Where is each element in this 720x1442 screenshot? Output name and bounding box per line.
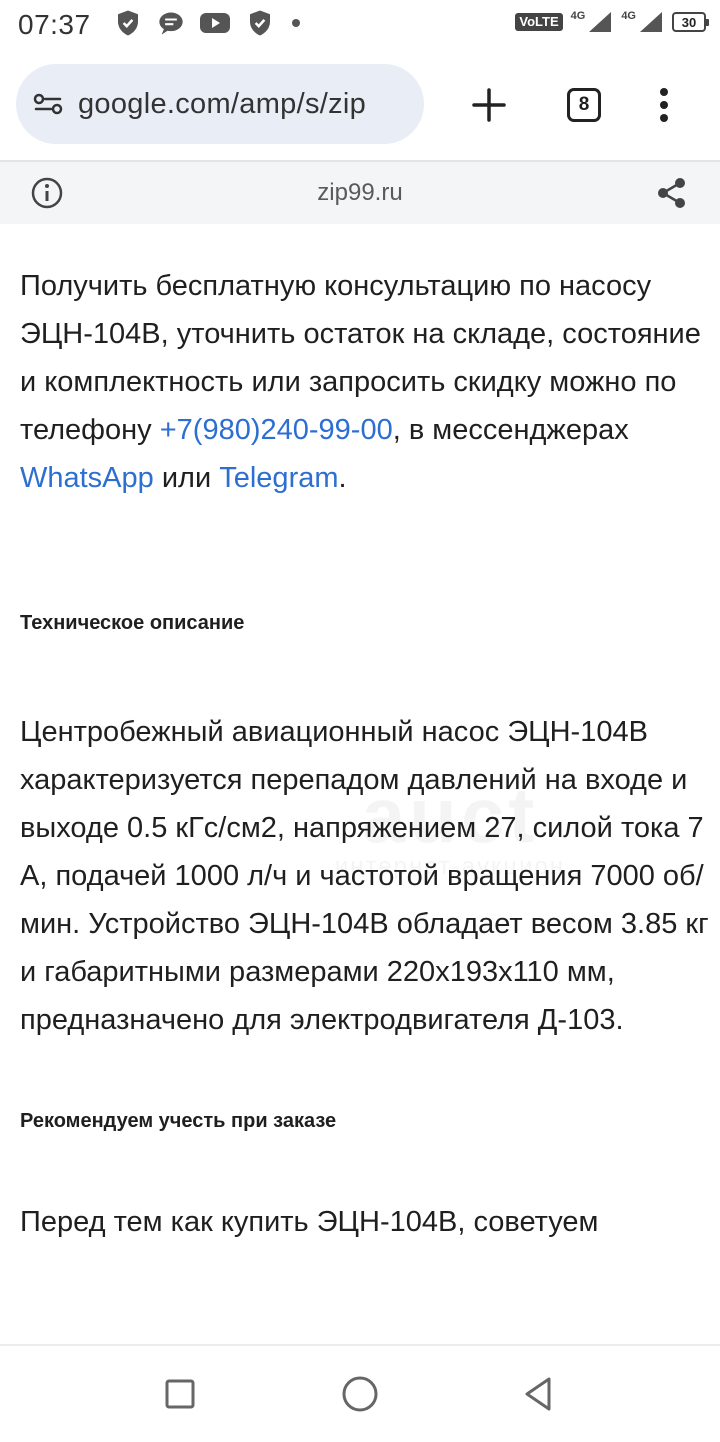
home-button[interactable]: [315, 1346, 405, 1442]
status-bar: [0, 0, 720, 50]
notification-icons: [113, 8, 303, 43]
battery-level: 30: [681, 14, 697, 30]
signal-icon-1: [571, 10, 614, 34]
telegram-link[interactable]: Telegram: [219, 462, 339, 494]
technical-paragraph: Центробежный авиационный насос ЭЦН-104В характеризуется перепадом давлений на входе и выходе 0.5 кГс/см2, напряжением 27, силой тока 7 А, подачей 1000 л/ч и частотой вращения 7000 об/мин. Устройство ЭЦН-104В обладает весом 3.85 кг и габаритными размерами 220х193х110 мм, предназначено для электродвигателя Д-103.: [20, 716, 709, 1036]
square-icon: [164, 1378, 196, 1410]
youtube-icon: [199, 11, 231, 40]
more-vert-icon: [659, 87, 669, 123]
amp-header: [0, 162, 720, 224]
shield-check-icon: [245, 8, 275, 43]
page-info-icon[interactable]: [32, 88, 64, 120]
battery-icon: [672, 12, 706, 32]
whatsapp-link[interactable]: WhatsApp: [20, 462, 154, 494]
url-text[interactable]: google.com/amp/s/zip: [78, 87, 367, 120]
section-heading-recommend: Рекомендуем учесть при заказе: [20, 1110, 337, 1132]
info-icon[interactable]: [30, 176, 64, 210]
or-text: или: [153, 462, 220, 494]
back-button[interactable]: [493, 1346, 583, 1442]
share-icon[interactable]: [656, 176, 688, 210]
circle-icon: [341, 1375, 379, 1413]
system-nav-bar: [0, 1344, 720, 1440]
tab-switcher-button[interactable]: [552, 60, 616, 150]
section-heading-technical: Техническое описание: [20, 612, 245, 634]
volte-badge: VoLTE: [515, 13, 562, 31]
tabs-count: 8: [567, 88, 601, 122]
status-time: 07:37: [18, 9, 91, 40]
address-bar[interactable]: [16, 64, 424, 144]
system-status: [515, 10, 706, 34]
amp-domain: zip99.ru: [317, 179, 403, 206]
phone-link[interactable]: +7(980)240-99-00: [159, 414, 393, 446]
net-type-1: 4G: [570, 10, 586, 22]
consultation-text: Получить бесплатную консультацию по насосу ЭЦН-104В, уточнить остаток на складе, состояние и комплектность или запросить скидку можно по телефону: [20, 270, 701, 446]
net-type-2: 4G: [621, 10, 636, 22]
shield-check-icon: [113, 8, 143, 43]
period-text: .: [338, 462, 347, 494]
messengers-text: , в мессенджерах: [392, 414, 629, 446]
consultation-paragraph: [20, 262, 710, 548]
chat-bubble-icon: [157, 9, 185, 42]
article-content: [20, 262, 710, 1246]
plus-icon: [472, 88, 506, 122]
dot-icon: [289, 16, 303, 35]
recommend-paragraph: Перед тем как купить ЭЦН-104В, советуем: [20, 1206, 599, 1238]
recents-button[interactable]: [135, 1346, 225, 1442]
menu-button[interactable]: [636, 60, 692, 150]
triangle-back-icon: [522, 1376, 554, 1412]
signal-icon-2: [621, 10, 664, 34]
new-tab-button[interactable]: [458, 60, 520, 150]
browser-toolbar: [0, 60, 720, 150]
